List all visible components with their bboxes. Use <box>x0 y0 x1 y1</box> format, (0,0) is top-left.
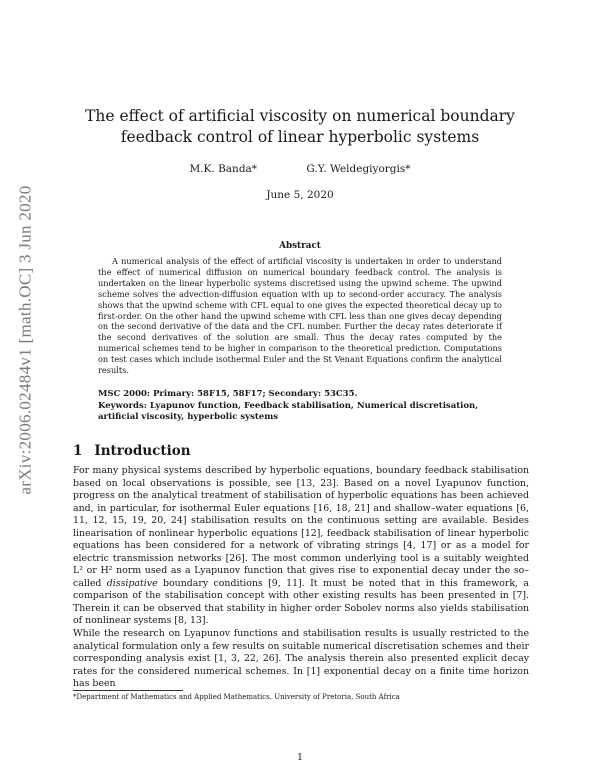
author-2: G.Y. Weldegiyorgis* <box>306 163 411 175</box>
arxiv-identifier-stamp <box>14 120 38 560</box>
msc-classification: MSC 2000: Primary: 58F15, 58F17; Secondary: 53C35. <box>98 389 358 399</box>
section-number: 1 <box>73 443 83 459</box>
dissipative-term: dissipative <box>106 577 158 589</box>
intro-paragraph-1-part-b: boundary conditions [9, 11]. It must be noted that in this framework, a comparison of the stabilisation concept with other existing results has been presented in [7]. Therein it can be observed that stability in higher order Sobolev norms also yields stabilisation of nonlinear systems [8, 13]. <box>73 577 529 626</box>
affiliation-footnote: *Department of Mathematics and Applied Mathematics, University of Pretoria, South Africa <box>73 693 400 701</box>
section-title: Introduction <box>94 443 191 459</box>
intro-paragraph-1 <box>73 465 529 628</box>
keywords: Keywords: Lyapunov function, Feedback stabilisation, Numerical discretisation, artificial viscosity, hyperbolic systems <box>98 401 479 422</box>
intro-paragraph-1-part-a: For many physical systems described by hyperbolic equations, boundary feedback stabilisation based on local observations is possible, see [13, 23]. Based on a novel Lyapunov function, progress on the analytical treatment of stabilisation of hyperbolic equations has been achieved and, in particular, for isothermal Euler equations [16, 18, 21] and shallow–water equations [6, 11, 12, 15, 19, 20, 24] stabilisation results on the continuous setting are available. Besides linearisation of nonlinear hyperbolic equations [12], feedback stabilisation of linear hyperbolic equations has been considered for a network of vibrating strings [4, 17] or as a model for electric transmission networks [26]. The most common underlying tool is a suitably weighted L² or H² norm used as a Lyapunov function that gives rise to exponential decay under the so–called <box>73 465 529 589</box>
abstract-heading: Abstract <box>279 241 321 251</box>
intro-paragraph-2: While the research on Lyapunov functions and stabilisation results is usually restricted to the analytical formulation only a few results on suitable numerical discretisation schemes and their corresponding analysis exist [1, 3, 22, 26]. The analysis therein also presented explicit decay rates for the considered numerical schemes. In [1] exponential decay on a finite time horizon has been <box>73 628 529 689</box>
abstract-body: A numerical analysis of the effect of artificial viscosity is undertaken in order to understand the effect of numerical diffusion on numerical boundary feedback control. The analysis is undertaken on the linear hyperbolic systems discretised using the upwind scheme. The upwind scheme solves the advection-diffusion equation with up to second-order accuracy. The analysis shows that the upwind scheme with CFL equal to one gives the expected theoretical decay up to first-order. On the other hand the upwind scheme with CFL less than one gives decay depending on the second derivative of the data and the CFL number. Further the decay rates deteriorate if the second derivatives of the solution are small. Thus the decay rates computed by the numerical schemes tend to be higher in comparison to the theoretical prediction. Computations on test cases which include isothermal Euler and the St Venant Equations confirm the analytical results. <box>98 256 502 376</box>
author-list <box>70 163 530 175</box>
page-number: 1 <box>296 752 304 763</box>
footnote-rule <box>73 690 183 691</box>
author-1: M.K. Banda* <box>189 163 258 175</box>
arxiv-id-text: arXiv:2006.02484v1 [math.OC] 3 Jun 2020 <box>16 185 35 495</box>
section-heading <box>73 443 191 459</box>
paper-title: The effect of artificial viscosity on numerical boundary feedback control of linear hyperbolic systems <box>85 107 515 146</box>
paper-date: June 5, 2020 <box>266 189 334 201</box>
